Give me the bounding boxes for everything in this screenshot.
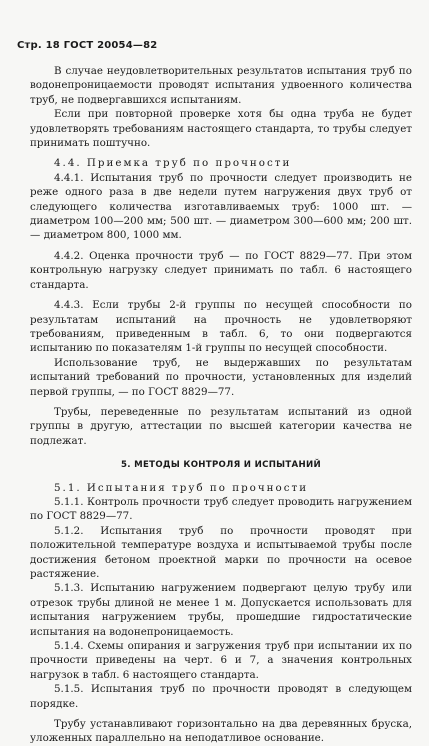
paragraph: 4.4.3. Если трубы 2-й группы по несущей способности по результатам испытаний на прочность не удовлетворяют требованиям, приведенным в табл. 6, то они подвергаются испытанию по показателям 1-й группы по несущей способности.: [30, 299, 412, 355]
subsection-heading: 5.1. Испытания труб по прочности: [54, 481, 309, 494]
paragraph: Использование труб, не выдержавших по результатам испытаний требований по прочности, установленных для изделий первой группы, — по ГОСТ 8829—77.: [30, 356, 412, 398]
subsection-heading: 4.4. Приемка труб по прочности: [54, 157, 292, 170]
paragraph: 5.1.5. Испытания труб по прочности проводят в следующем порядке.: [30, 683, 412, 710]
paragraph: 4.4.2. Оценка прочности труб — по ГОСТ 8829—77. При этом контрольную нагрузку следует принимать по табл. 6 настоящего стандарта.: [30, 249, 412, 291]
paragraph: 5.1.4. Схемы опирания и загружения труб при испытании их по прочности приведены на черт. 6 и 7, а значения контрольных нагрузок в табл. 6 настоящего стандарта.: [30, 640, 412, 681]
page-header: Стр. 18 ГОСТ 20054—82: [17, 40, 158, 51]
paragraph: Трубы, переведенные по результатам испытаний из одной группы в другую, аттестации по высшей категории качества не подлежат.: [30, 405, 412, 447]
paragraph: 4.4.1. Испытания труб по прочности следует производить не реже одного раза в две недели путем нагружения двух труб от следующего количества изготавливаемых труб: 1000 шт. — диаметром 100—200 мм; 500 шт. — диаметром 300—600 мм; 200 шт. — диаметром 800, 1000 мм.: [30, 171, 412, 242]
section-title: 5. МЕТОДЫ КОНТРОЛЯ И ИСПЫТАНИЙ: [121, 460, 321, 471]
paragraph: 5.1.2. Испытания труб по прочности проводят при положительной температуре воздуха и испытываемой трубы после достижения бетоном проектной марки по прочности на осевое растяжение.: [30, 524, 412, 580]
document-body: [30, 64, 412, 746]
paragraph: 5.1.3. Испытанию нагружением подвергают целую трубу или отрезок трубы длиной не менее 1 м. Допускается использовать для испытания нагружением трубы, прошедшие гидростатические испытания на водонепроницаемость.: [30, 582, 412, 638]
paragraph: 5.1.1. Контроль прочности труб следует проводить нагружением по ГОСТ 8829—77.: [30, 495, 412, 523]
paragraph: Если при повторной проверке хотя бы одна труба не будет удовлетворять требованиям настоящего стандарта, то трубы следует принимать поштучно.: [30, 108, 412, 150]
paragraph: Трубу устанавливают горизонтально на два деревянных бруска, уложенных параллельно на неподатливое основание.: [30, 718, 412, 745]
paragraph: В случае неудовлетворительных результатов испытания труб по водонепроницаемости проводят испытания удвоенного количества труб, не подвергавшихся испытаниям.: [30, 65, 412, 106]
